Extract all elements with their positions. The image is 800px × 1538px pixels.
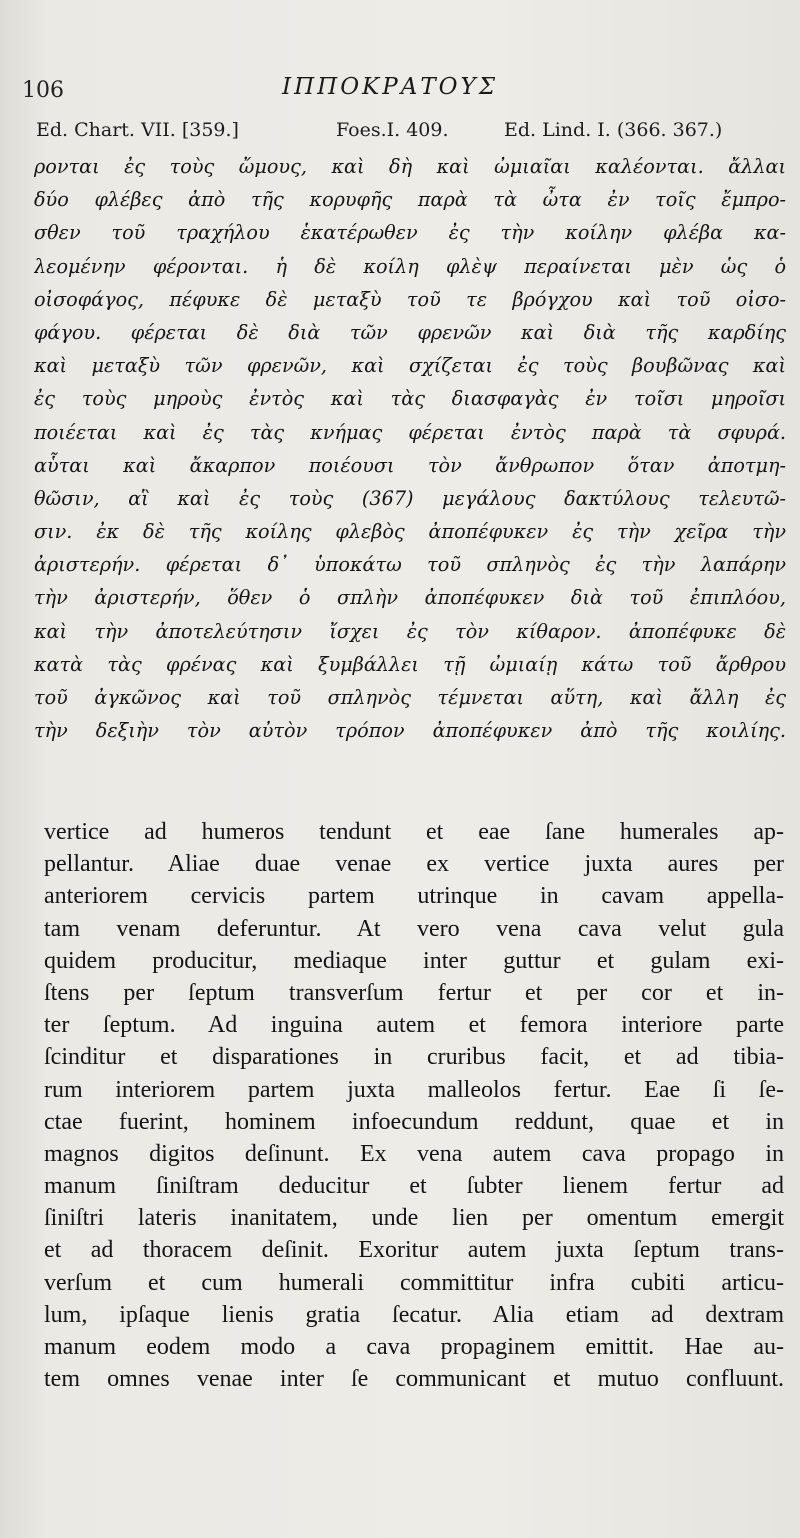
latin-text-line: ctae fuerint, hominem infoecundum reddunt, quae et in	[44, 1108, 784, 1135]
greek-text-line: ἐς τοὺς μηροὺς ἐντὸς καὶ τὰς διασφαγὰς ἐν τοῖσι μηροῖσι	[34, 387, 786, 411]
latin-text-line: ſcinditur et disparationes in cruribus facit, et ad tibia-	[44, 1044, 784, 1071]
latin-text-line: quidem producitur, mediaque inter guttur et gulam exi-	[44, 947, 784, 974]
latin-text-line: rum interiorem partem juxta malleolos fertur. Eae ſi ſe-	[44, 1076, 784, 1103]
greek-text-line: σθεν τοῦ τραχήλου ἑκατέρωθεν ἐς τὴν κοίλην φλέβα κα-	[34, 221, 786, 245]
latin-text-line: verſum et cum humerali committitur infra cubiti articu-	[44, 1269, 784, 1296]
latin-text-line: anteriorem cervicis partem utrinque in cavam appella-	[44, 883, 784, 910]
greek-text-line: κατὰ τὰς φρένας καὶ ξυμβάλλει τῇ ὠμιαίῃ κάτω τοῦ ἄρθρου	[34, 652, 786, 676]
latin-text-line: ſtens per ſeptum transverſum fertur et per cor et in-	[44, 979, 784, 1006]
greek-text-line: φάγου. φέρεται δὲ διὰ τῶν φρενῶν καὶ διὰ τῆς καρδίης	[34, 320, 786, 344]
greek-text-block	[34, 150, 786, 747]
latin-translation-block	[44, 816, 784, 1395]
latin-text-line: lum, ipſaque lienis gratia ſecatur. Alia etiam ad dextram	[44, 1301, 784, 1328]
latin-text-line: ſiniſtri lateris inanitatem, unde lien per omentum emergit	[44, 1205, 784, 1232]
greek-text-line: λεομένην φέρονται. ἡ δὲ κοίλη φλὲψ περαίνεται μὲν ὡς ὁ	[34, 254, 786, 278]
running-head	[22, 70, 782, 110]
greek-text-line: τὴν δεξιὴν τὸν αὐτὸν τρόπον ἀποπέφυκεν ἀπὸ τῆς κοιλίης.	[34, 719, 786, 743]
edition-chart-ref: Ed. Chart. VII. [359.]	[36, 119, 239, 141]
page-number: 106	[22, 78, 64, 103]
latin-text-line: vertice ad humeros tendunt et eae ſane humerales ap-	[44, 819, 784, 845]
greek-text-line: τὴν ἀριστερήν, ὅθεν ὁ σπλὴν ἀποπέφυκεν διὰ τοῦ ἐπιπλόου,	[34, 586, 786, 610]
latin-text-line: ter ſeptum. Ad inguina autem et femora interiore parte	[44, 1012, 784, 1039]
greek-text-line: ἀριστερήν. φέρεται δ᾽ ὑποκάτω τοῦ σπληνὸς ἐς τὴν λαπάρην	[34, 553, 786, 577]
greek-text-line: θῶσιν, αἳ καὶ ἐς τοὺς (367) μεγάλους δακτύλους τελευτῶ-	[34, 486, 786, 510]
greek-text-line: οἰσοφάγος, πέφυκε δὲ μεταξὺ τοῦ τε βρόγχου καὶ τοῦ οἰσο-	[34, 287, 786, 311]
greek-text-line: ρονται ἐς τοὺς ὤμους, καὶ δὴ καὶ ὠμιαῖαι καλέονται. ἄλλαι	[34, 155, 786, 178]
latin-text-line: tem omnes venae inter ſe communicant et mutuo confluunt.	[44, 1366, 784, 1393]
latin-text-line: tam venam deferuntur. At vero vena cava velut gula	[44, 915, 784, 942]
edition-foes-ref: Foes.I. 409.	[336, 119, 449, 141]
latin-text-line: manum ſiniſtram deducitur et ſubter lienem fertur ad	[44, 1173, 784, 1200]
greek-text-line: ποιέεται καὶ ἐς τὰς κνήμας φέρεται ἐντὸς παρὰ τὰ σφυρά.	[34, 420, 786, 444]
greek-text-line: σιν. ἐκ δὲ τῆς κοίλης φλεβὸς ἀποπέφυκεν ἐς τὴν χεῖρα τὴν	[34, 520, 786, 544]
edition-references	[26, 115, 786, 149]
latin-text-line: magnos digitos deſinunt. Ex vena autem cava propago in	[44, 1140, 784, 1167]
running-title: ΙΠΠΟΚΡΑΤΟΥΣ	[282, 74, 498, 100]
greek-text-line: καὶ τὴν ἀποτελεύτησιν ἴσχει ἐς τὸν κίθαρον. ἀποπέφυκε δὲ	[34, 619, 786, 643]
greek-text-line: καὶ μεταξὺ τῶν φρενῶν, καὶ σχίζεται ἐς τοὺς βουβῶνας καὶ	[34, 354, 786, 378]
greek-text-line: τοῦ ἀγκῶνος καὶ τοῦ σπληνὸς τέμνεται αὕτη, καὶ ἄλλη ἐς	[34, 686, 786, 709]
greek-text-line: αὗται καὶ ἄκαρπον ποιέουσι τὸν ἄνθρωπον ὅταν ἀποτμη-	[34, 453, 786, 477]
greek-text-line: δύο φλέβες ἀπὸ τῆς κορυφῆς παρὰ τὰ ὦτα ἐν τοῖς ἔμπρο-	[34, 188, 786, 212]
edition-lind-ref: Ed. Lind. I. (366. 367.)	[504, 119, 723, 141]
latin-text-line: manum eodem modo a cava propaginem emittit. Hae au-	[44, 1334, 784, 1360]
latin-text-line: pellantur. Aliae duae venae ex vertice juxta aures per	[44, 851, 784, 878]
latin-text-line: et ad thoracem deſinit. Exoritur autem juxta ſeptum trans-	[44, 1237, 784, 1264]
